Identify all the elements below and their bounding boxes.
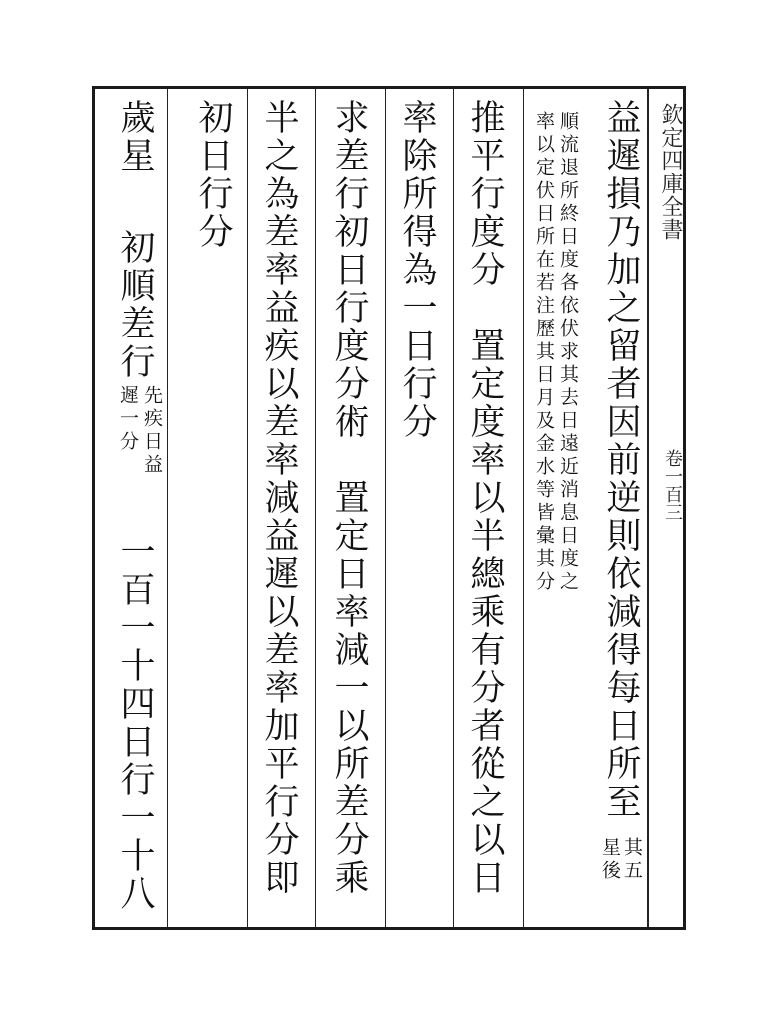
- text-column-5: 求差行初日行度分術 置定日率減一以所差分乘: [329, 99, 369, 897]
- text-column-3: 推平行度分 置定度率以半總乘有分者從之以日: [465, 99, 505, 897]
- column-rule: [167, 89, 168, 927]
- text-column-6: 半之為差率益疾以差率減益遲以差率加平行分即: [259, 99, 299, 897]
- column-rule: [385, 89, 386, 927]
- text-column-8-top: 歲星: [115, 99, 155, 175]
- note-column-8-right: 先疾日益: [141, 385, 163, 477]
- note-column-1-right: 其五: [621, 837, 643, 883]
- note-column-1-left: 星後: [599, 837, 621, 883]
- column-rule: [247, 89, 248, 927]
- text-column-8-mid: 初順差行: [115, 229, 155, 381]
- margin-chapter: 卷一百三: [662, 449, 683, 521]
- text-column-4: 率除所得為一日行分: [397, 99, 437, 441]
- margin-header: 欽定四庫全書: [658, 103, 683, 241]
- note-column-8-left: 遲一分: [117, 385, 139, 454]
- note-column-2-left: 率以定伏日所在若注歷其日月及金水等皆彙其分: [533, 111, 555, 594]
- text-column-8-bottom: 一百一十四日行一十八: [115, 533, 155, 913]
- right-margin: [647, 89, 683, 927]
- text-column-1: 益遲損乃加之留者因前逆則依減得每日所至: [601, 99, 641, 821]
- text-column-7: 初日行分: [193, 99, 233, 251]
- column-rule: [453, 89, 454, 927]
- note-column-2-right: 順流退所終日度各依伏求其去日遠近消息日度之: [557, 111, 579, 594]
- column-rule: [315, 89, 316, 927]
- page-frame: [92, 86, 686, 930]
- column-rule: [523, 89, 524, 927]
